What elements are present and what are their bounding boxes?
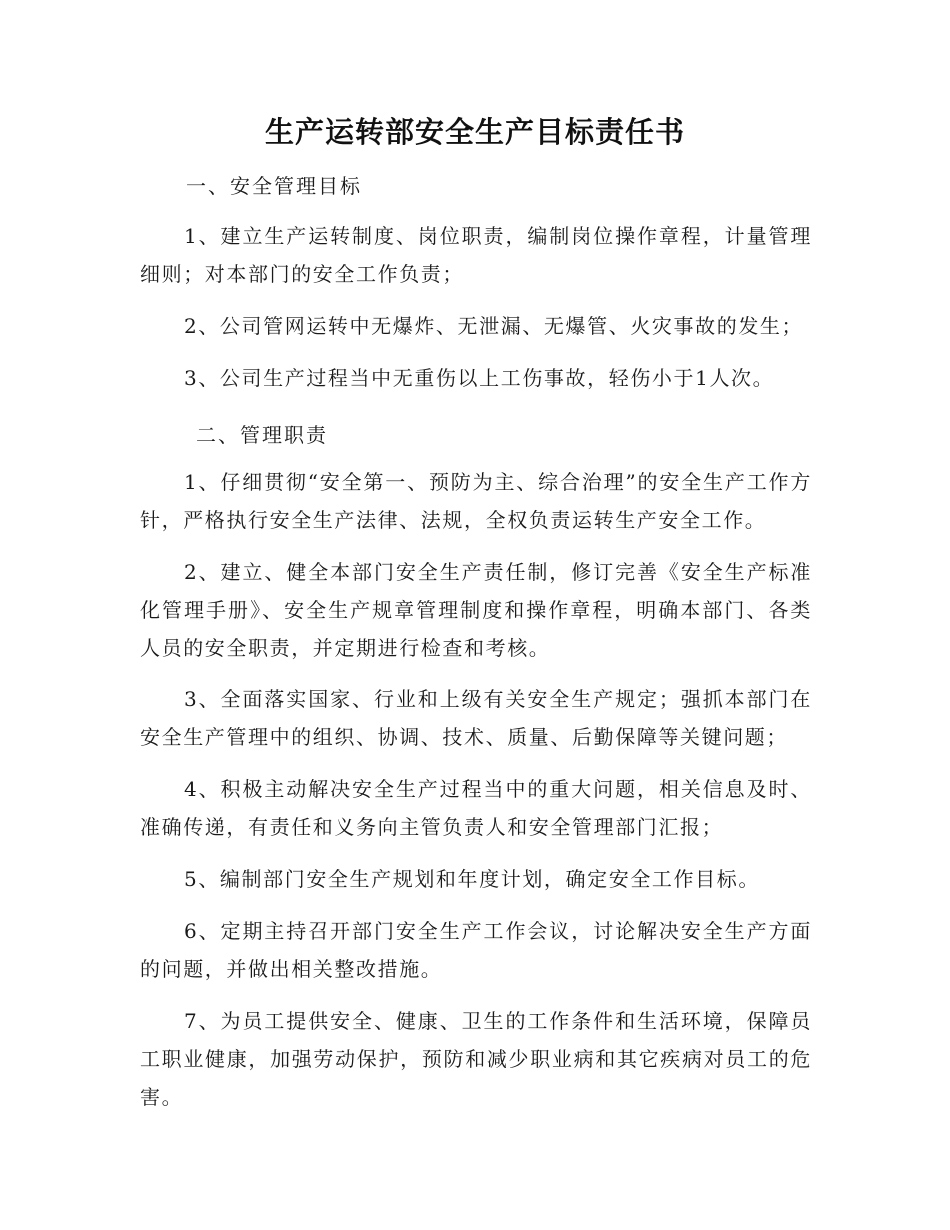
paragraph: 1、建立生产运转制度、岗位职责，编制岗位操作章程，计量管理细则；对本部门的安全工作负责； bbox=[140, 224, 812, 286]
paragraph: 2、公司管网运转中无爆炸、无泄漏、无爆管、火灾事故的发生； bbox=[184, 314, 804, 338]
paragraph: 2、建立、健全本部门安全生产责任制，修订完善《安全生产标准化管理手册》、安全生产规章管理制度和操作章程，明确本部门、各类人员的安全职责，并定期进行检查和考核。 bbox=[140, 560, 812, 660]
paragraph: 5、编制部门安全生产规划和年度计划，确定安全工作目标。 bbox=[184, 867, 760, 891]
paragraph: 7、为员工提供安全、健康、卫生的工作条件和生活环境，保障员工职业健康，加强劳动保护，预防和减少职业病和其它疾病对员工的危害。 bbox=[140, 1009, 812, 1109]
section-heading-duties: 二、管理职责 bbox=[196, 423, 328, 447]
section-heading-safety-goals: 一、安全管理目标 bbox=[186, 174, 362, 198]
paragraph: 6、定期主持召开部门安全生产工作会议，讨论解决安全生产方面的问题，并做出相关整改措施。 bbox=[140, 919, 812, 981]
paragraph: 4、积极主动解决安全生产过程当中的重大问题，相关信息及时、准确传递，有责任和义务向主管负责人和安全管理部门汇报； bbox=[140, 777, 812, 839]
paragraph: 1、仔细贯彻“安全第一、预防为主、综合治理”的安全生产工作方针，严格执行安全生产法律、法规，全权负责运转生产安全工作。 bbox=[140, 470, 812, 532]
paragraph: 3、公司生产过程当中无重伤以上工伤事故，轻伤小于1人次。 bbox=[184, 366, 775, 390]
document-title: 生产运转部安全生产目标责任书 bbox=[264, 115, 685, 149]
paragraph: 3、全面落实国家、行业和上级有关安全生产规定；强抓本部门在安全生产管理中的组织、协调、技术、质量、后勤保障等关键问题； bbox=[140, 687, 812, 749]
